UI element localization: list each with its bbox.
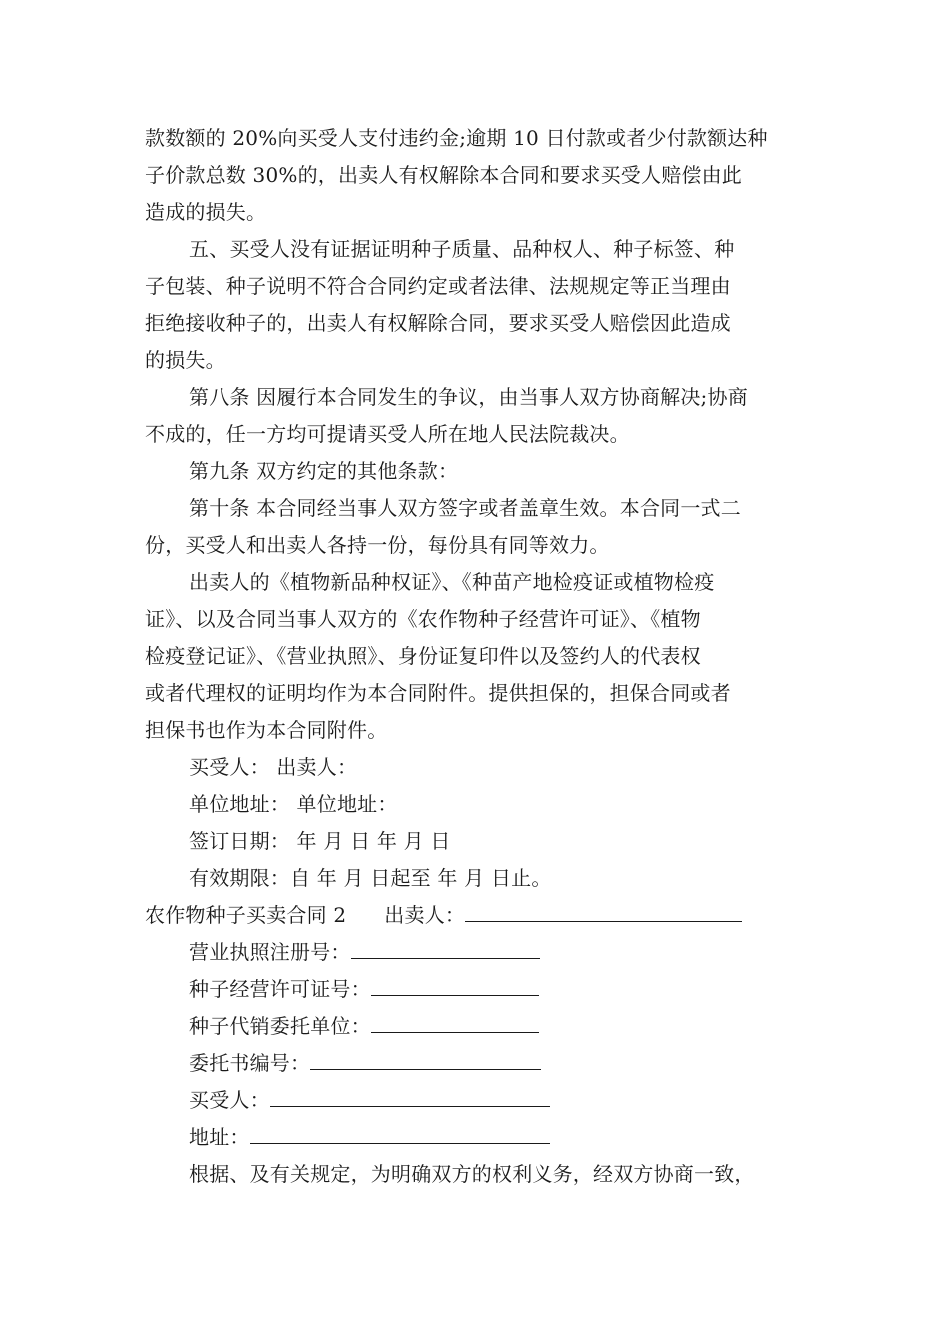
paragraph-line: 第十条 本合同经当事人双方签字或者盖章生效。本合同一式二: [189, 496, 741, 520]
field-blank: [351, 940, 540, 959]
paragraph-line: 子包装、种子说明不符合合同约定或者法律、法规规定等正当理由: [145, 274, 731, 298]
paragraph-line: 造成的损失。: [145, 200, 267, 224]
signature-parties-line: 买受人： 出卖人：: [189, 755, 358, 779]
paragraph-line: 款数额的 20%向买受人支付违约金;逾期 10 日付款或者少付款额达种: [145, 126, 768, 150]
paragraph-line: 担保书也作为本合同附件。: [145, 718, 388, 742]
field-line: [189, 977, 539, 1001]
paragraph-line: 第八条 因履行本合同发生的争议，由当事人双方协商解决;协商: [189, 385, 748, 409]
paragraph-line: 证》、以及合同当事人双方的《农作物种子经营许可证》、《植物: [145, 607, 701, 631]
field-label: 营业执照注册号：: [189, 940, 351, 964]
field-blank: [371, 1014, 539, 1033]
field-line: [189, 1051, 541, 1075]
second-contract-heading: [145, 903, 742, 927]
contract-title: 农作物种子买卖合同 2: [145, 903, 347, 927]
field-line: [189, 1125, 550, 1149]
field-blank: [270, 1088, 550, 1107]
field-label: 地址：: [189, 1125, 250, 1149]
paragraph-line: 子价款总数 30%的，出卖人有权解除本合同和要求买受人赔偿由此: [145, 163, 743, 187]
field-label: 种子经营许可证号：: [189, 977, 371, 1001]
paragraph-line: 不成的，任一方均可提请买受人所在地人民法院裁决。: [145, 422, 630, 446]
field-label: 委托书编号：: [189, 1051, 311, 1075]
paragraph-line: 检疫登记证》、《营业执照》、身份证复印件以及签约人的代表权: [145, 644, 701, 668]
sign-date-line: 签订日期： 年 月 日 年 月 日: [189, 829, 451, 853]
paragraph-line: 或者代理权的证明均作为本合同附件。提供担保的，担保合同或者: [145, 681, 731, 705]
paragraph-line: 的损失。: [145, 348, 226, 372]
closing-paragraph-line: 根据、及有关规定，为明确双方的权利义务，经双方协商一致，: [189, 1162, 755, 1186]
field-line: [189, 1088, 550, 1112]
seller-label: 出卖人：: [384, 903, 466, 927]
address-line: 单位地址： 单位地址：: [189, 792, 398, 816]
field-label: 种子代销委托单位：: [189, 1014, 371, 1038]
paragraph-line: 出卖人的《植物新品种权证》、《种苗产地检疫证或植物检疫: [189, 570, 715, 594]
field-blank: [250, 1125, 550, 1144]
seller-blank: [465, 903, 742, 922]
field-blank: [371, 977, 539, 996]
field-line: [189, 1014, 539, 1038]
field-line: [189, 940, 540, 964]
paragraph-line: 拒绝接收种子的，出卖人有权解除合同，要求买受人赔偿因此造成: [145, 311, 731, 335]
paragraph-line: 第九条 双方约定的其他条款：: [189, 459, 459, 483]
field-blank: [310, 1051, 541, 1070]
field-label: 买受人：: [189, 1088, 270, 1112]
paragraph-line: 五、买受人没有证据证明种子质量、品种权人、种子标签、种: [189, 237, 735, 261]
validity-line: 有效期限：自 年 月 日起至 年 月 日止。: [189, 866, 552, 890]
paragraph-line: 份，买受人和出卖人各持一份，每份具有同等效力。: [145, 533, 610, 557]
